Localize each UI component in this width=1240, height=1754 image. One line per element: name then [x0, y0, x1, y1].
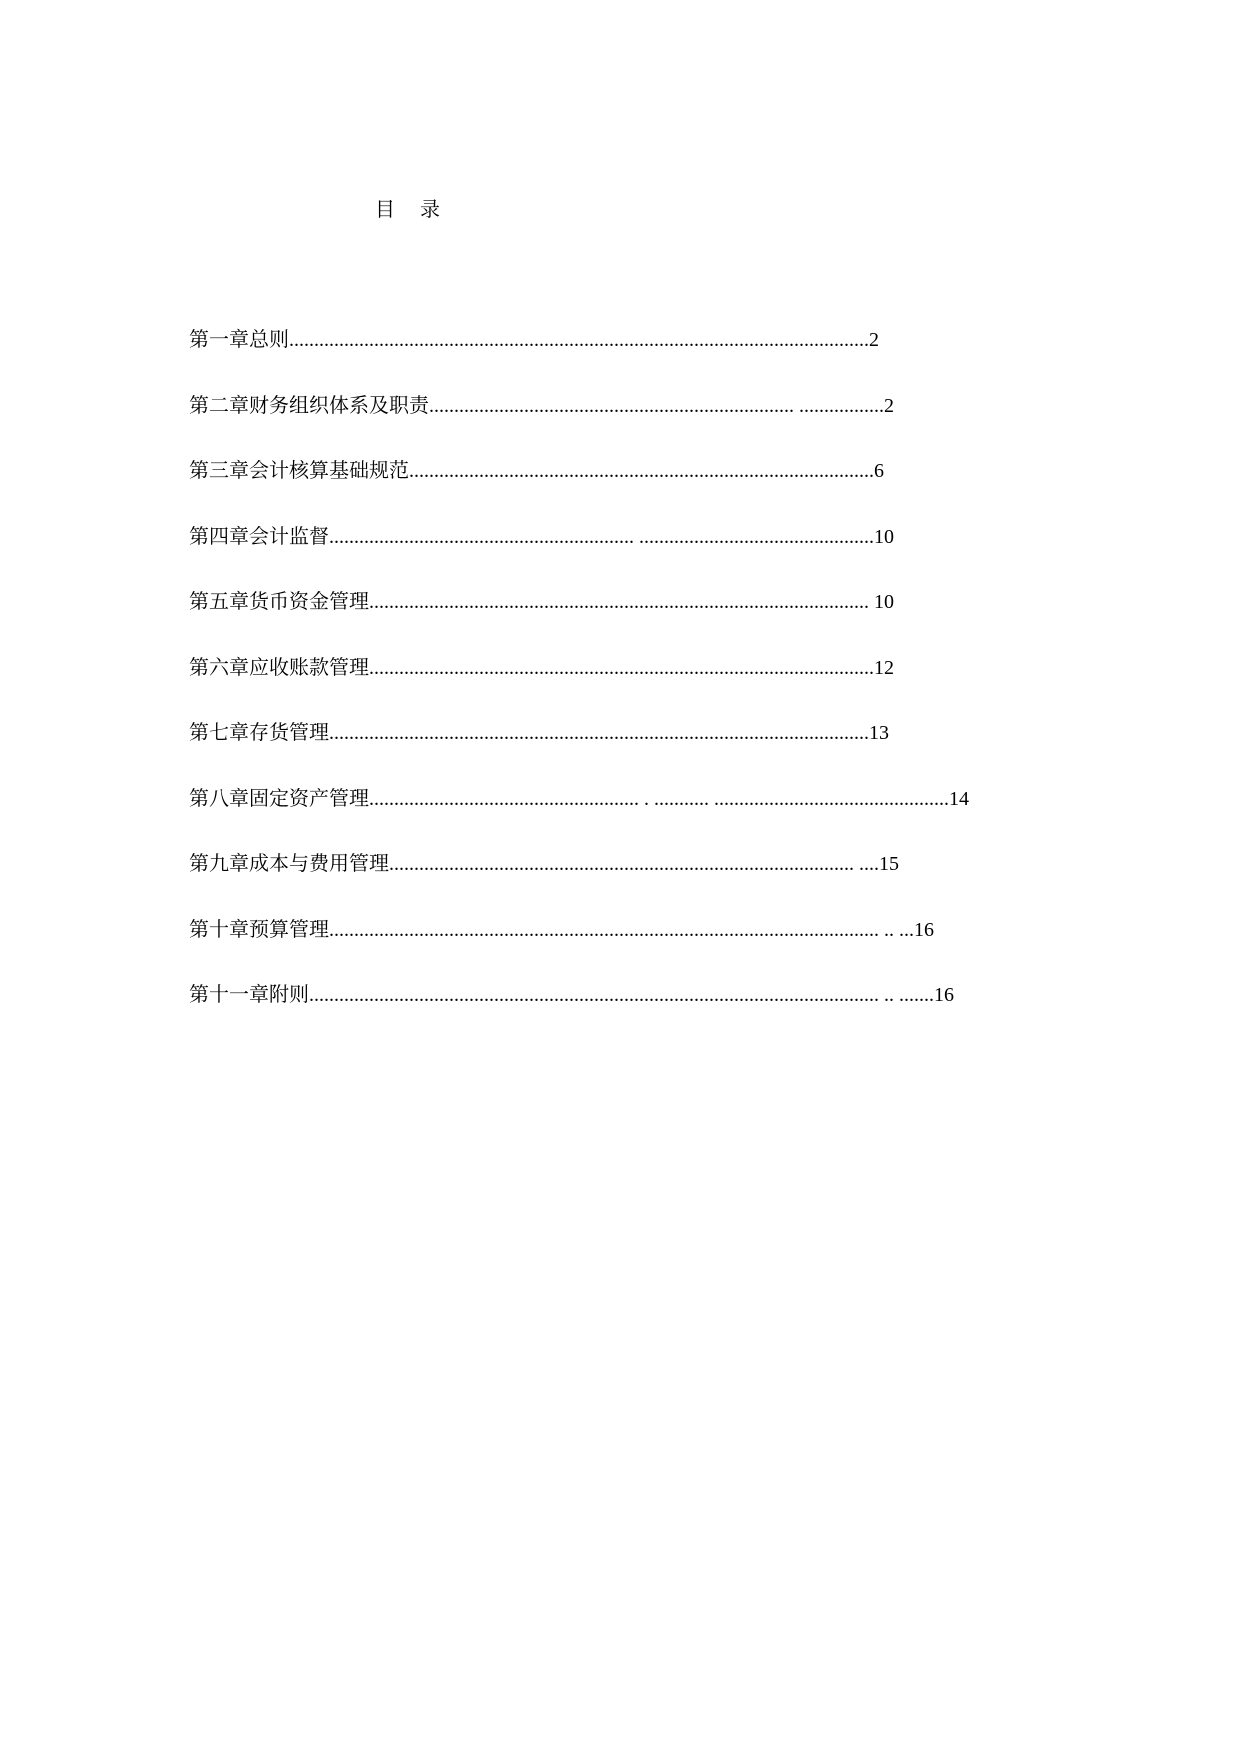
toc-entry — [189, 589, 1069, 655]
toc-entry — [189, 917, 1069, 983]
toc-title: 目 录 — [375, 199, 450, 221]
toc-entry-text: 第五章货币资金管理.................................................................................................... 10 — [189, 591, 894, 613]
toc-entry-text: 第六章应收账款管理.....................................................................................................12 — [189, 656, 894, 679]
toc-entry — [189, 720, 1069, 786]
toc-entry — [189, 786, 1069, 852]
toc-entry — [189, 524, 1069, 590]
toc-entry-text: 第一章总则....................................................................................................................2 — [189, 329, 879, 351]
toc-entry — [189, 851, 1069, 917]
toc-entry-text: 第九章成本与费用管理............................................................................................. ....15 — [189, 853, 899, 875]
toc-entry-text: 第三章会计核算基础规范.............................................................................................6 — [189, 460, 884, 482]
toc-entry-text: 第十章预算管理.............................................................................................................. .. ...16 — [189, 918, 934, 941]
toc-entry — [189, 327, 1069, 393]
toc-entry — [189, 393, 1069, 459]
toc-entry — [189, 982, 1069, 1048]
toc-entry-text: 第二章财务组织体系及职责......................................................................... .................2 — [189, 394, 894, 417]
toc-list — [189, 327, 1069, 1048]
toc-entry-text: 第八章固定资产管理...................................................... . ........... ...............................................14 — [189, 787, 969, 810]
toc-entry-text: 第七章存货管理............................................................................................................13 — [189, 722, 889, 744]
toc-entry — [189, 655, 1069, 721]
toc-entry-text: 第十一章附则.................................................................................................................. .. .......16 — [189, 984, 954, 1006]
toc-entry — [189, 458, 1069, 524]
toc-entry-text: 第四章会计监督............................................................. ...............................................10 — [189, 525, 894, 548]
